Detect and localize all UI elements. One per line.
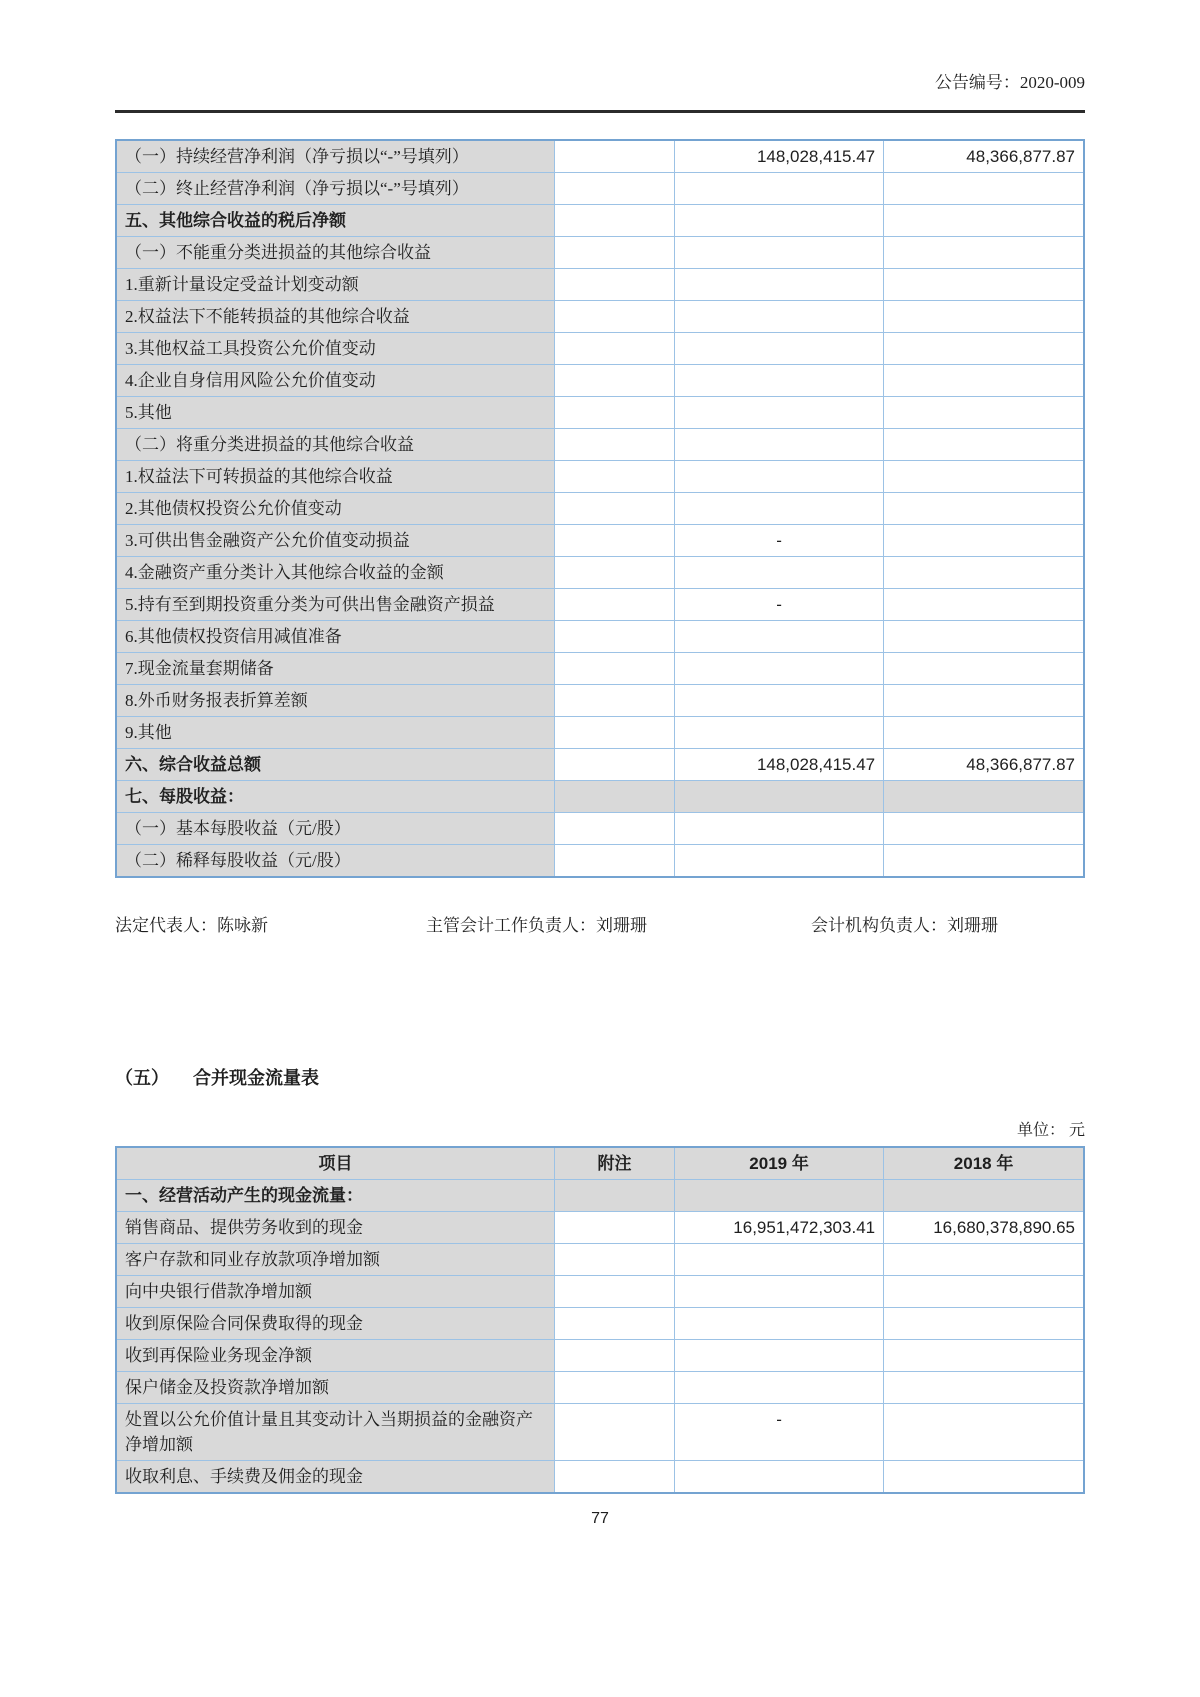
table-row: [116, 781, 1084, 813]
table-row: [116, 557, 1084, 589]
value-2019-cell: [675, 269, 884, 301]
item-label-cell: （一）持续经营净利润（净亏损以“-”号填列）: [116, 140, 555, 173]
note-cell: [555, 301, 675, 333]
value-2018-cell: 48,366,877.87: [884, 140, 1084, 173]
item-label-cell: 五、其他综合收益的税后净额: [116, 205, 555, 237]
item-label-cell: 向中央银行借款净增加额: [116, 1276, 555, 1308]
note-cell: [555, 1461, 675, 1494]
table-row: [116, 1461, 1084, 1494]
note-cell: [555, 429, 675, 461]
value-2018-cell: [884, 461, 1084, 493]
value-2018-cell: [884, 1276, 1084, 1308]
item-label-cell: 7.现金流量套期储备: [116, 653, 555, 685]
item-label-cell: 1.权益法下可转损益的其他综合收益: [116, 461, 555, 493]
item-label-cell: 收取利息、手续费及佣金的现金: [116, 1461, 555, 1494]
value-2018-cell: 16,680,378,890.65: [884, 1212, 1084, 1244]
value-2018-cell: [884, 525, 1084, 557]
value-2018-cell: [884, 1461, 1084, 1494]
table-row: [116, 397, 1084, 429]
value-2018-cell: [884, 621, 1084, 653]
value-2019-cell: -: [675, 525, 884, 557]
table-row: [116, 173, 1084, 205]
unit-label: 单位： 元: [1016, 1122, 1085, 1139]
item-label-cell: （二）将重分类进损益的其他综合收益: [116, 429, 555, 461]
value-2018-cell: [884, 685, 1084, 717]
value-2018-cell: [884, 205, 1084, 237]
item-label-cell: 六、综合收益总额: [116, 749, 555, 781]
value-2018-cell: [884, 1308, 1084, 1340]
note-cell: [555, 1340, 675, 1372]
section-heading: [115, 1066, 1085, 1090]
value-2019-cell: [675, 1461, 884, 1494]
value-2019-cell: [675, 365, 884, 397]
item-label-cell: 9.其他: [116, 717, 555, 749]
table-row: [116, 301, 1084, 333]
income-statement-body: [116, 140, 1084, 877]
value-2019-cell: 148,028,415.47: [675, 749, 884, 781]
value-2018-cell: [884, 269, 1084, 301]
note-cell: [555, 781, 675, 813]
item-label-cell: （一）不能重分类进损益的其他综合收益: [116, 237, 555, 269]
value-2019-cell: [675, 1340, 884, 1372]
column-header-note: 附注: [555, 1147, 675, 1180]
value-2018-cell: [884, 397, 1084, 429]
table-row: [116, 1212, 1084, 1244]
value-2019-cell: [675, 237, 884, 269]
signature-row: [115, 914, 1085, 938]
table-row: [116, 461, 1084, 493]
value-2018-cell: [884, 429, 1084, 461]
note-cell: [555, 237, 675, 269]
column-header-2018: 2018 年: [884, 1147, 1084, 1180]
accounting-dept-head: 会计机构负责人：刘珊珊: [811, 916, 998, 935]
value-2018-cell: [884, 653, 1084, 685]
value-2019-cell: [675, 557, 884, 589]
income-statement-table: [115, 139, 1085, 878]
note-cell: [555, 1308, 675, 1340]
value-2018-cell: [884, 1340, 1084, 1372]
table-row: [116, 845, 1084, 878]
note-cell: [555, 333, 675, 365]
value-2018-cell: [884, 365, 1084, 397]
value-2018-cell: [884, 493, 1084, 525]
table-row: [116, 1308, 1084, 1340]
table-row: [116, 205, 1084, 237]
table-row: [116, 1244, 1084, 1276]
item-label-cell: 5.持有至到期投资重分类为可供出售金融资产损益: [116, 589, 555, 621]
cashflow-table-body: [116, 1180, 1084, 1494]
note-cell: [555, 525, 675, 557]
value-2019-cell: [675, 845, 884, 878]
value-2019-cell: [675, 1372, 884, 1404]
note-cell: [555, 1180, 675, 1212]
value-2019-cell: -: [675, 589, 884, 621]
value-2019-cell: [675, 429, 884, 461]
table-row: [116, 365, 1084, 397]
note-cell: [555, 269, 675, 301]
item-label-cell: 8.外币财务报表折算差额: [116, 685, 555, 717]
header-row: [116, 1147, 1084, 1180]
value-2019-cell: [675, 1244, 884, 1276]
cashflow-table: [115, 1146, 1085, 1494]
value-2018-cell: [884, 717, 1084, 749]
section-title: 合并现金流量表: [193, 1068, 319, 1088]
note-cell: [555, 557, 675, 589]
item-label-cell: 七、每股收益：: [116, 781, 555, 813]
table-row: [116, 717, 1084, 749]
value-2018-cell: [884, 237, 1084, 269]
chief-accountant: 主管会计工作负责人：刘珊珊: [426, 916, 647, 935]
table-row: [116, 237, 1084, 269]
item-label-cell: 2.权益法下不能转损益的其他综合收益: [116, 301, 555, 333]
value-2018-cell: [884, 1180, 1084, 1212]
note-cell: [555, 365, 675, 397]
table-row: [116, 1340, 1084, 1372]
note-cell: [555, 140, 675, 173]
table-row: [116, 525, 1084, 557]
value-2019-cell: 148,028,415.47: [675, 140, 884, 173]
value-2019-cell: [675, 493, 884, 525]
table-row: [116, 1404, 1084, 1461]
value-2019-cell: [675, 781, 884, 813]
item-label-cell: 5.其他: [116, 397, 555, 429]
note-cell: [555, 1244, 675, 1276]
table-row: [116, 589, 1084, 621]
note-cell: [555, 173, 675, 205]
value-2018-cell: [884, 1404, 1084, 1461]
table-row: [116, 653, 1084, 685]
item-label-cell: 3.其他权益工具投资公允价值变动: [116, 333, 555, 365]
item-label-cell: 销售商品、提供劳务收到的现金: [116, 1212, 555, 1244]
note-cell: [555, 1372, 675, 1404]
note-cell: [555, 621, 675, 653]
value-2018-cell: [884, 1372, 1084, 1404]
value-2019-cell: [675, 813, 884, 845]
item-label-cell: 1.重新计量设定受益计划变动额: [116, 269, 555, 301]
legal-representative: 法定代表人：陈咏新: [115, 916, 268, 935]
value-2019-cell: [675, 173, 884, 205]
note-cell: [555, 1276, 675, 1308]
note-cell: [555, 1212, 675, 1244]
value-2019-cell: 16,951,472,303.41: [675, 1212, 884, 1244]
item-label-cell: 4.企业自身信用风险公允价值变动: [116, 365, 555, 397]
value-2019-cell: [675, 333, 884, 365]
table-row: [116, 269, 1084, 301]
value-2019-cell: [675, 461, 884, 493]
value-2018-cell: [884, 813, 1084, 845]
item-label-cell: 收到原保险合同保费取得的现金: [116, 1308, 555, 1340]
value-2019-cell: [675, 685, 884, 717]
item-label-cell: （一）基本每股收益（元/股）: [116, 813, 555, 845]
value-2018-cell: [884, 781, 1084, 813]
value-2019-cell: -: [675, 1404, 884, 1461]
table-row: [116, 429, 1084, 461]
value-2019-cell: [675, 1308, 884, 1340]
note-cell: [555, 845, 675, 878]
table-row: [116, 685, 1084, 717]
note-cell: [555, 589, 675, 621]
table-row: [116, 1276, 1084, 1308]
page-number: 77: [591, 1510, 609, 1527]
note-cell: [555, 685, 675, 717]
item-label-cell: 客户存款和同业存放款项净增加额: [116, 1244, 555, 1276]
note-cell: [555, 461, 675, 493]
item-label-cell: 保户储金及投资款净增加额: [116, 1372, 555, 1404]
value-2018-cell: [884, 1244, 1084, 1276]
value-2018-cell: [884, 333, 1084, 365]
value-2019-cell: [675, 1180, 884, 1212]
item-label-cell: 处置以公允价值计量且其变动计入当期损益的金融资产净增加额: [116, 1404, 555, 1461]
value-2019-cell: [675, 397, 884, 429]
column-header-2019: 2019 年: [675, 1147, 884, 1180]
table-row: [116, 140, 1084, 173]
cashflow-table-header: [116, 1147, 1084, 1180]
value-2018-cell: [884, 589, 1084, 621]
table-row: [116, 1372, 1084, 1404]
item-label-cell: （二）终止经营净利润（净亏损以“-”号填列）: [116, 173, 555, 205]
value-2018-cell: [884, 845, 1084, 878]
item-label-cell: 2.其他债权投资公允价值变动: [116, 493, 555, 525]
item-label-cell: （二）稀释每股收益（元/股）: [116, 845, 555, 878]
note-cell: [555, 653, 675, 685]
value-2018-cell: 48,366,877.87: [884, 749, 1084, 781]
note-cell: [555, 397, 675, 429]
section-number: （五）: [115, 1068, 169, 1088]
value-2019-cell: [675, 717, 884, 749]
note-cell: [555, 493, 675, 525]
item-label-cell: 一、经营活动产生的现金流量：: [116, 1180, 555, 1212]
item-label-cell: 收到再保险业务现金净额: [116, 1340, 555, 1372]
table-row: [116, 813, 1084, 845]
note-cell: [555, 717, 675, 749]
note-cell: [555, 205, 675, 237]
value-2019-cell: [675, 653, 884, 685]
table-row: [116, 1180, 1084, 1212]
column-header-item: 项目: [116, 1147, 555, 1180]
note-cell: [555, 813, 675, 845]
value-2018-cell: [884, 301, 1084, 333]
header-rule: [115, 110, 1085, 113]
value-2019-cell: [675, 1276, 884, 1308]
value-2019-cell: [675, 301, 884, 333]
table-row: [116, 621, 1084, 653]
table-row: [116, 333, 1084, 365]
value-2019-cell: [675, 621, 884, 653]
item-label-cell: 3.可供出售金融资产公允价值变动损益: [116, 525, 555, 557]
table-row: [116, 493, 1084, 525]
note-cell: [555, 1404, 675, 1461]
item-label-cell: 6.其他债权投资信用减值准备: [116, 621, 555, 653]
table-row: [116, 749, 1084, 781]
value-2019-cell: [675, 205, 884, 237]
value-2018-cell: [884, 557, 1084, 589]
item-label-cell: 4.金融资产重分类计入其他综合收益的金额: [116, 557, 555, 589]
note-cell: [555, 749, 675, 781]
announcement-number: 公告编号：2020-009: [934, 73, 1085, 92]
value-2018-cell: [884, 173, 1084, 205]
